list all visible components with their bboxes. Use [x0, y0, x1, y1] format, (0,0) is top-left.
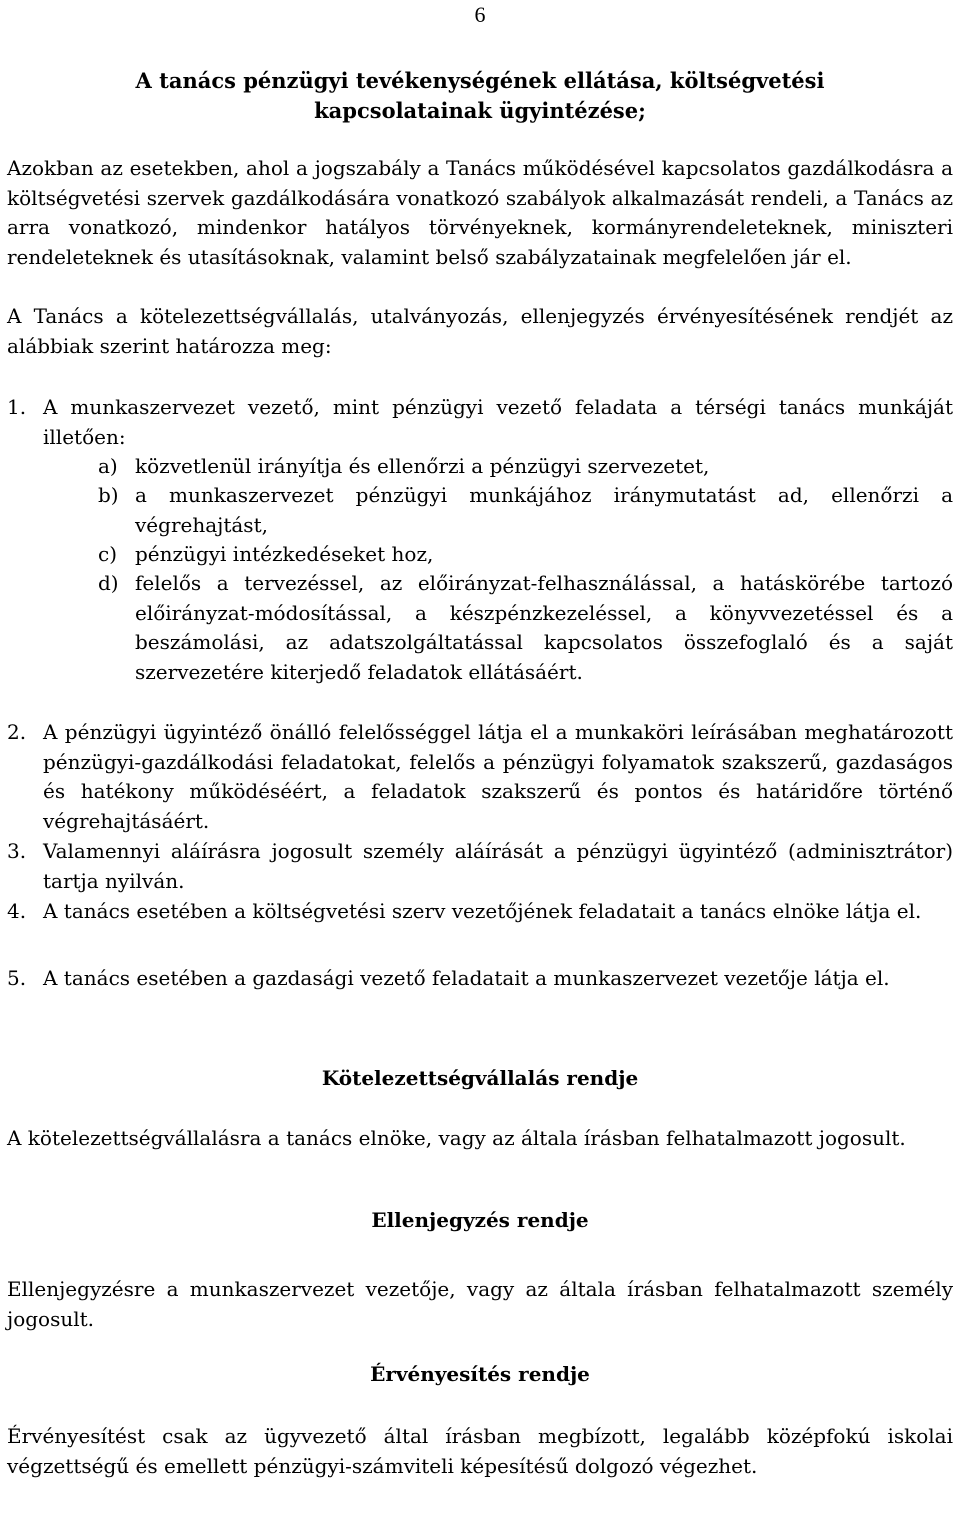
list-item-text: Valamennyi aláírásra jogosult személy aláírását a pénzügyi ügyintéző (adminisztrátor) tartja nyilván. — [43, 839, 953, 893]
list-item-number: 4. — [7, 899, 27, 923]
sub-list-item-text: felelős a tervezéssel, az előirányzat-felhasználással, a hatáskörébe tartozó előirányzat-módosítással, a készpénzkezeléssel, a könyvvezetéssel és a beszámolási, az adatszolgáltatással kapcsolatos összefoglaló és a saját szervezetére kiterjedő feladatok ellátásáért. — [135, 571, 953, 684]
list-item-number: 1. — [7, 395, 27, 419]
sub-list-item-text: a munkaszervezet pénzügyi munkájához iránymutatást ad, ellenőrzi a végrehajtást, — [135, 483, 953, 537]
sub-list-item — [98, 540, 953, 570]
sub-list-item-text: közvetlenül irányítja és ellenőrzi a pénzügyi szervezetet, — [135, 454, 710, 478]
section-heading: Ellenjegyzés rendje — [371, 1208, 589, 1232]
intro-paragraph-2: A Tanács a kötelezettségvállalás, utalványozás, ellenjegyzés érvényesítésének rendjét az alábbiak szerint határozza meg: — [7, 304, 953, 358]
sub-list-item-text: pénzügyi intézkedéseket hoz, — [135, 542, 434, 566]
sub-list-item-label: c) — [98, 542, 118, 566]
document-title-line-1: A tanács pénzügyi tevékenységének ellátása, költségvetési — [135, 68, 825, 93]
section-heading: Érvényesítés rendje — [370, 1362, 590, 1386]
list-item-text: A pénzügyi ügyintéző önálló felelősséggel látja el a munkaköri leírásában meghatározott pénzügyi-gazdálkodási feladatokat, felelős a pénzügyi folyamatok szakszerű, gazdaságos és hatékony működéséért, a feladatok szakszerű és pontos és határidőre történő végrehajtásáért. — [43, 720, 953, 833]
section-heading: Kötelezettségvállalás rendje — [321, 1066, 639, 1090]
list-item-number: 3. — [7, 839, 27, 863]
sub-list-item-label: a) — [98, 454, 118, 478]
sub-list-item-label: d) — [98, 571, 119, 595]
list-item — [7, 964, 953, 994]
document-title-line-2: kapcsolatainak ügyintézése; — [314, 98, 646, 123]
intro-paragraph: Azokban az esetekben, ahol a jogszabály a Tanács működésével kapcsolatos gazdálkodásra a költségvetési szervek gazdálkodására vonatkozó szabályok alkalmazását rendeli, a Tanács az arra vonatkozó, mindenkor hatályos törvényeknek, kormányrendeleteknek, miniszteri rendeleteknek és utasításoknak, valamint belső szabályzatainak megfelelően jár el. — [7, 156, 953, 269]
list-item — [7, 718, 953, 836]
list-item — [7, 837, 953, 896]
list-item-text: A tanács esetében a költségvetési szerv vezetőjének feladatait a tanács elnöke látja el. — [43, 899, 922, 923]
sub-list-item — [98, 569, 953, 687]
sub-list-item — [98, 452, 953, 482]
list-item-number: 2. — [7, 720, 27, 744]
section-paragraph: Ellenjegyzésre a munkaszervezet vezetője, vagy az általa írásban felhatalmazott személy jogosult. — [7, 1277, 953, 1331]
list-item-text: A tanács esetében a gazdasági vezető feladatait a munkaszervezet vezetője látja el. — [43, 966, 890, 990]
list-item-number: 5. — [7, 966, 27, 990]
sub-list-item-label: b) — [98, 483, 119, 507]
list-item-text: A munkaszervezet vezető, mint pénzügyi vezető feladata a térségi tanács munkáját illetően: — [43, 395, 953, 449]
list-item — [7, 897, 953, 927]
section-paragraph: Érvényesítést csak az ügyvezető által írásban megbízott, legalább középfokú iskolai végzettségű és emellett pénzügyi-számviteli képesítésű dolgozó végezhet. — [7, 1424, 953, 1478]
list-item — [7, 393, 953, 452]
page-number: 6 — [474, 2, 486, 27]
sub-list-item — [98, 481, 953, 540]
section-paragraph: A kötelezettségvállalásra a tanács elnöke, vagy az általa írásban felhatalmazott jogosult. — [7, 1126, 906, 1150]
